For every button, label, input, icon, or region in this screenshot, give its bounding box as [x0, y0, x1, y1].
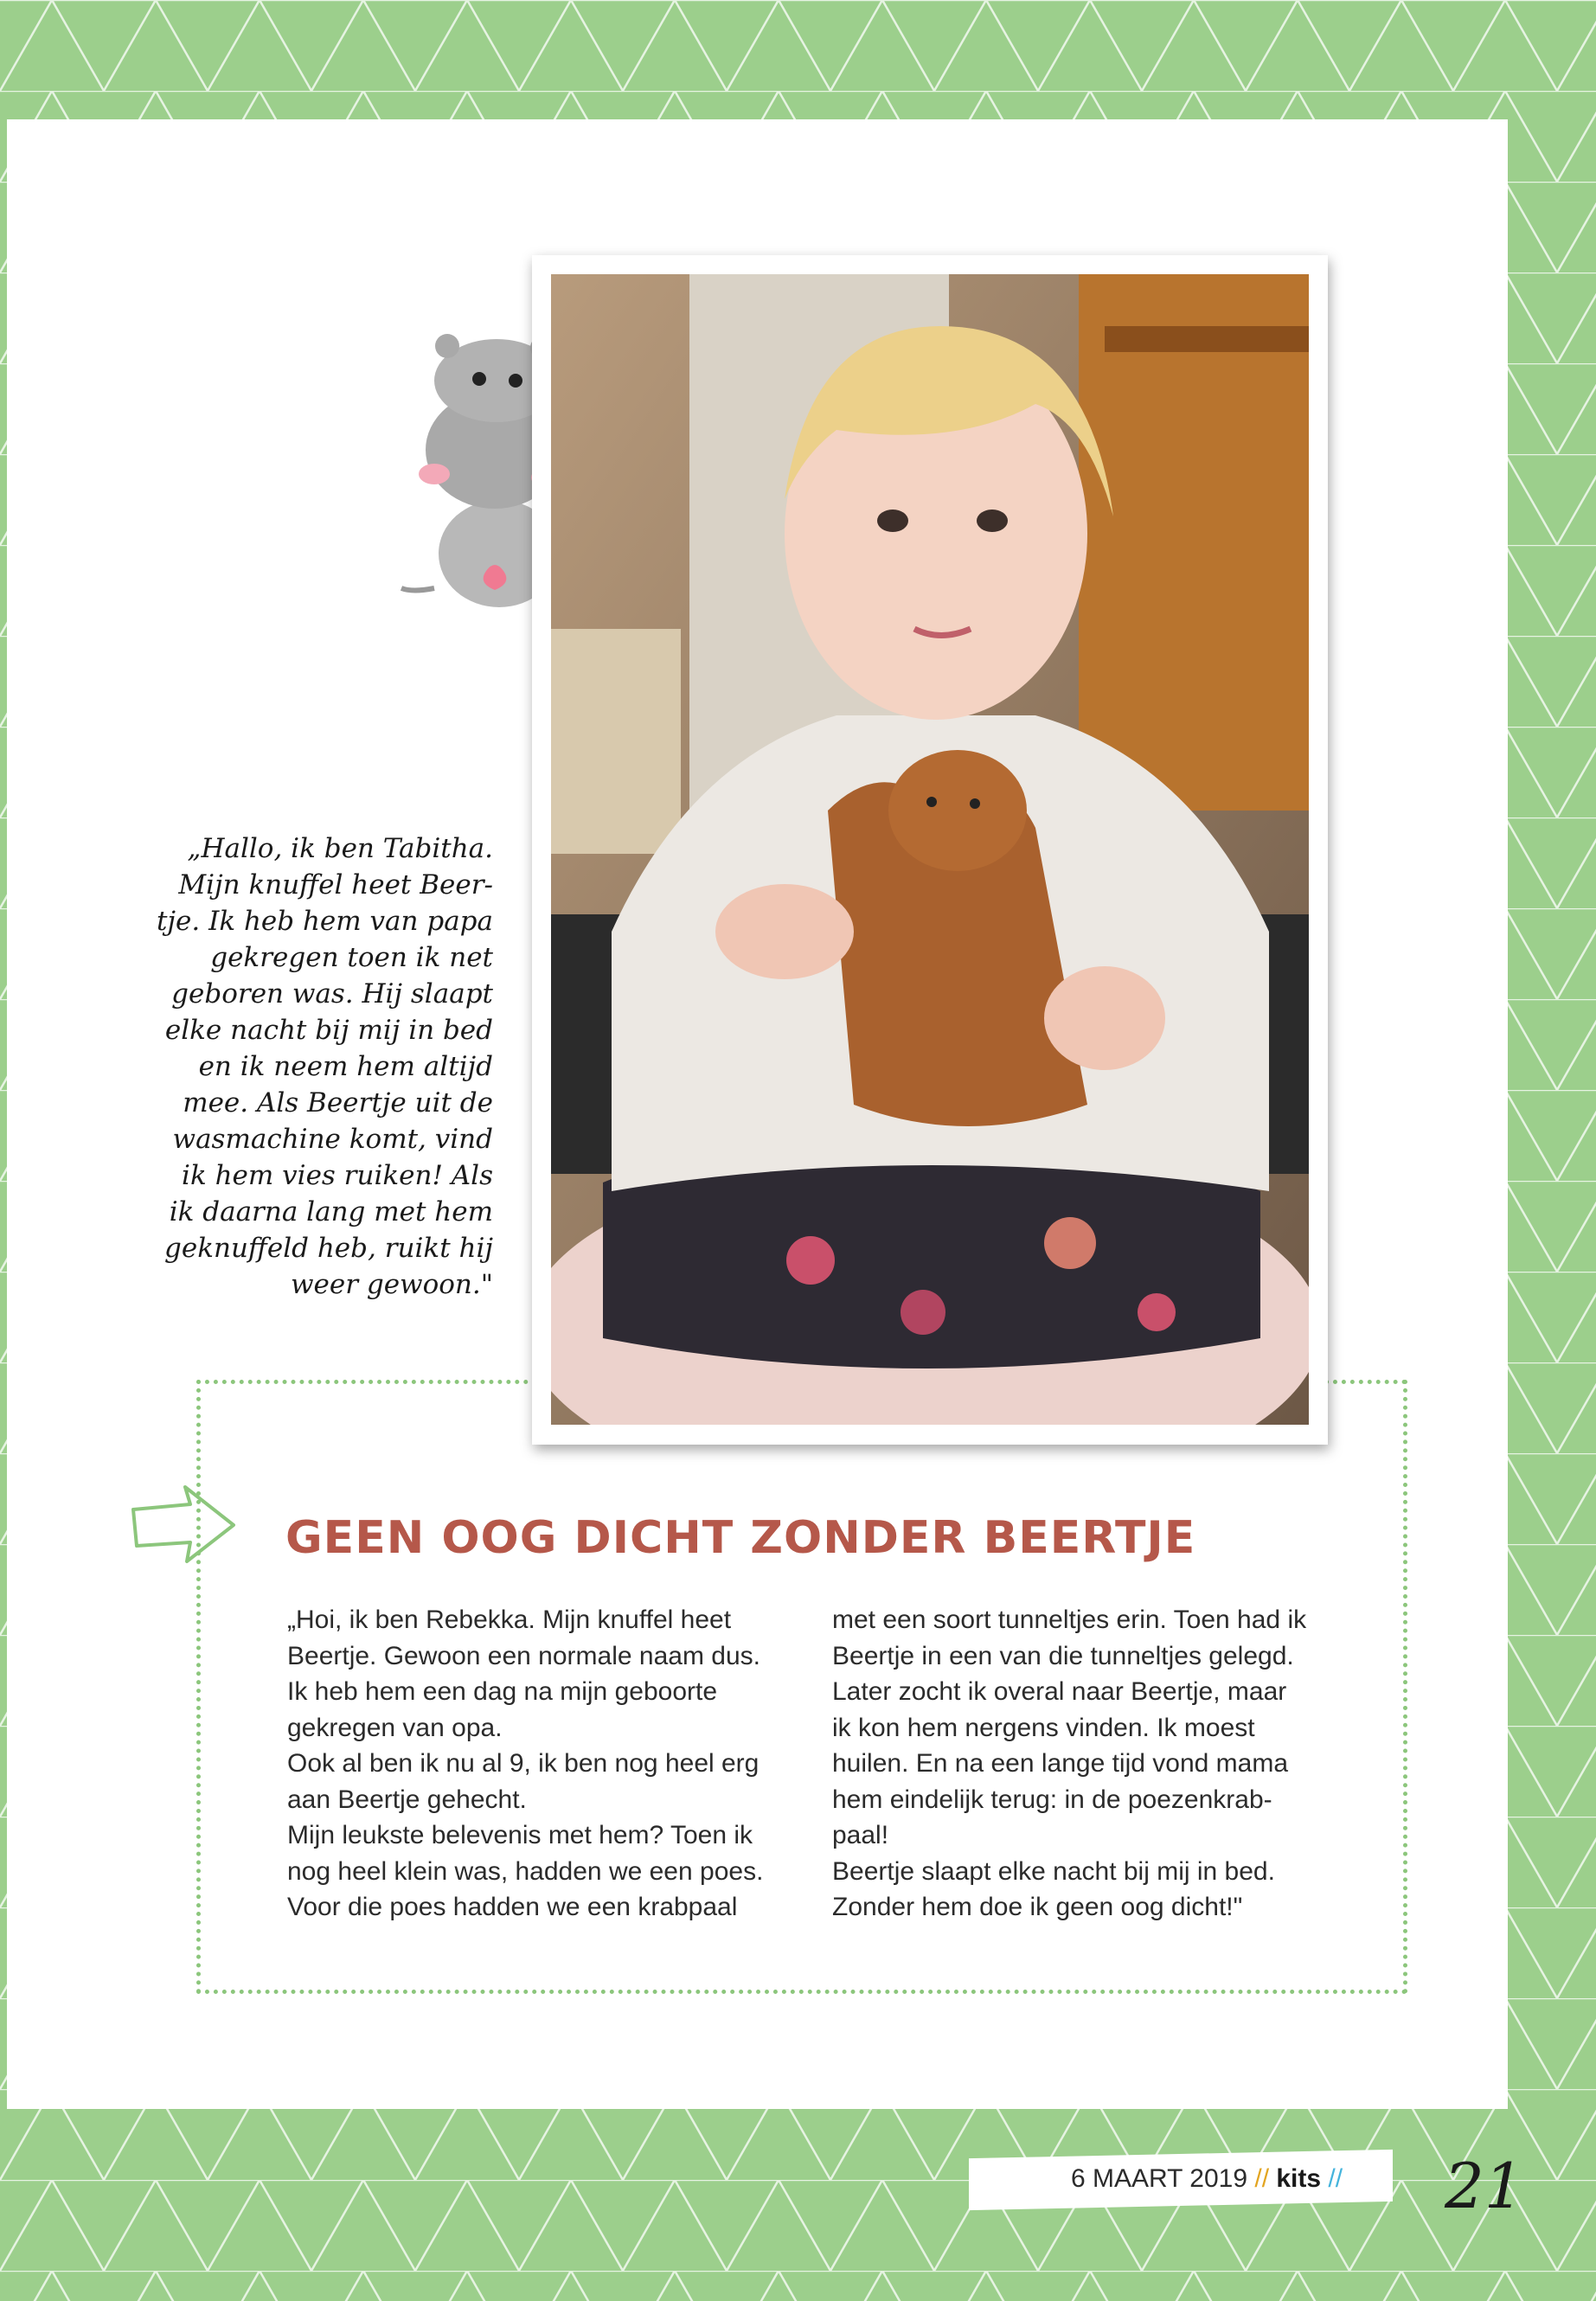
girl-holding-brown-stuffed-bear-photo: [551, 274, 1309, 1425]
folio-separator-end: //: [1328, 2164, 1343, 2193]
tabitha-quote: [130, 830, 493, 1303]
quote-line: ik hem vies ruiken! Als: [182, 1160, 493, 1191]
quote-line: tje. Ik heb hem van papa: [156, 906, 493, 937]
outline-arrow-icon: [130, 1484, 238, 1566]
quote-line: weer gewoon.": [290, 1269, 493, 1300]
quote-line: mee. Als Beertje uit de: [183, 1087, 493, 1118]
quote-line: „Hallo, ik ben Tabitha.: [187, 833, 493, 864]
page-number: 21: [1445, 2150, 1524, 2222]
issue-date: 6 MAART 2019: [1071, 2164, 1248, 2193]
magazine-brand: kits: [1276, 2164, 1322, 2193]
quote-line: en ik neem hem altijd: [198, 1051, 493, 1082]
article-heading: GEEN OOG DICHT ZONDER BEERTJE: [285, 1512, 1196, 1564]
article-column-2: met een soort tunneltjes erin. Toen had ik Beertje in een van die tunneltjes gelegd. Later zocht ik overal naar Beertje, maar ik kon hem nergens vinden. Ik moest huilen. En na een lange tijd vond mama hem eindelijk terug: in de poezenkrab- paal! Beertje slaapt elke nacht bij mij in bed. Zonder hem doe ik geen oog dicht!": [832, 1606, 1307, 1921]
folio: [1071, 2164, 1343, 2194]
quote-line: gekregen toen ik net: [210, 942, 493, 973]
quote-line: geboren was. Hij slaapt: [171, 978, 493, 1009]
quote-line: geknuffeld heb, ruikt hij: [164, 1233, 493, 1264]
article-column-1: „Hoi, ik ben Rebekka. Mijn knuffel heet Beertje. Gewoon een normale naam dus. Ik heb hem een dag na mijn geboorte gekregen van opa. Ook al ben ik nu al 9, ik ben nog heel erg aan Beertje gehecht. Mijn leukste belevenis met hem? Toen ik nog heel klein was, hadden we een poes. Voor die poes hadden we een krabpaal: [287, 1606, 764, 1921]
quote-line: elke nacht bij mij in bed: [164, 1015, 493, 1046]
quote-line: ik daarna lang met hem: [169, 1196, 493, 1227]
folio-separator: //: [1254, 2164, 1270, 2193]
photo-frame: [532, 255, 1328, 1445]
quote-line: Mijn knuffel heet Beer-: [178, 869, 493, 901]
quote-line: wasmachine komt, vind: [172, 1124, 493, 1155]
